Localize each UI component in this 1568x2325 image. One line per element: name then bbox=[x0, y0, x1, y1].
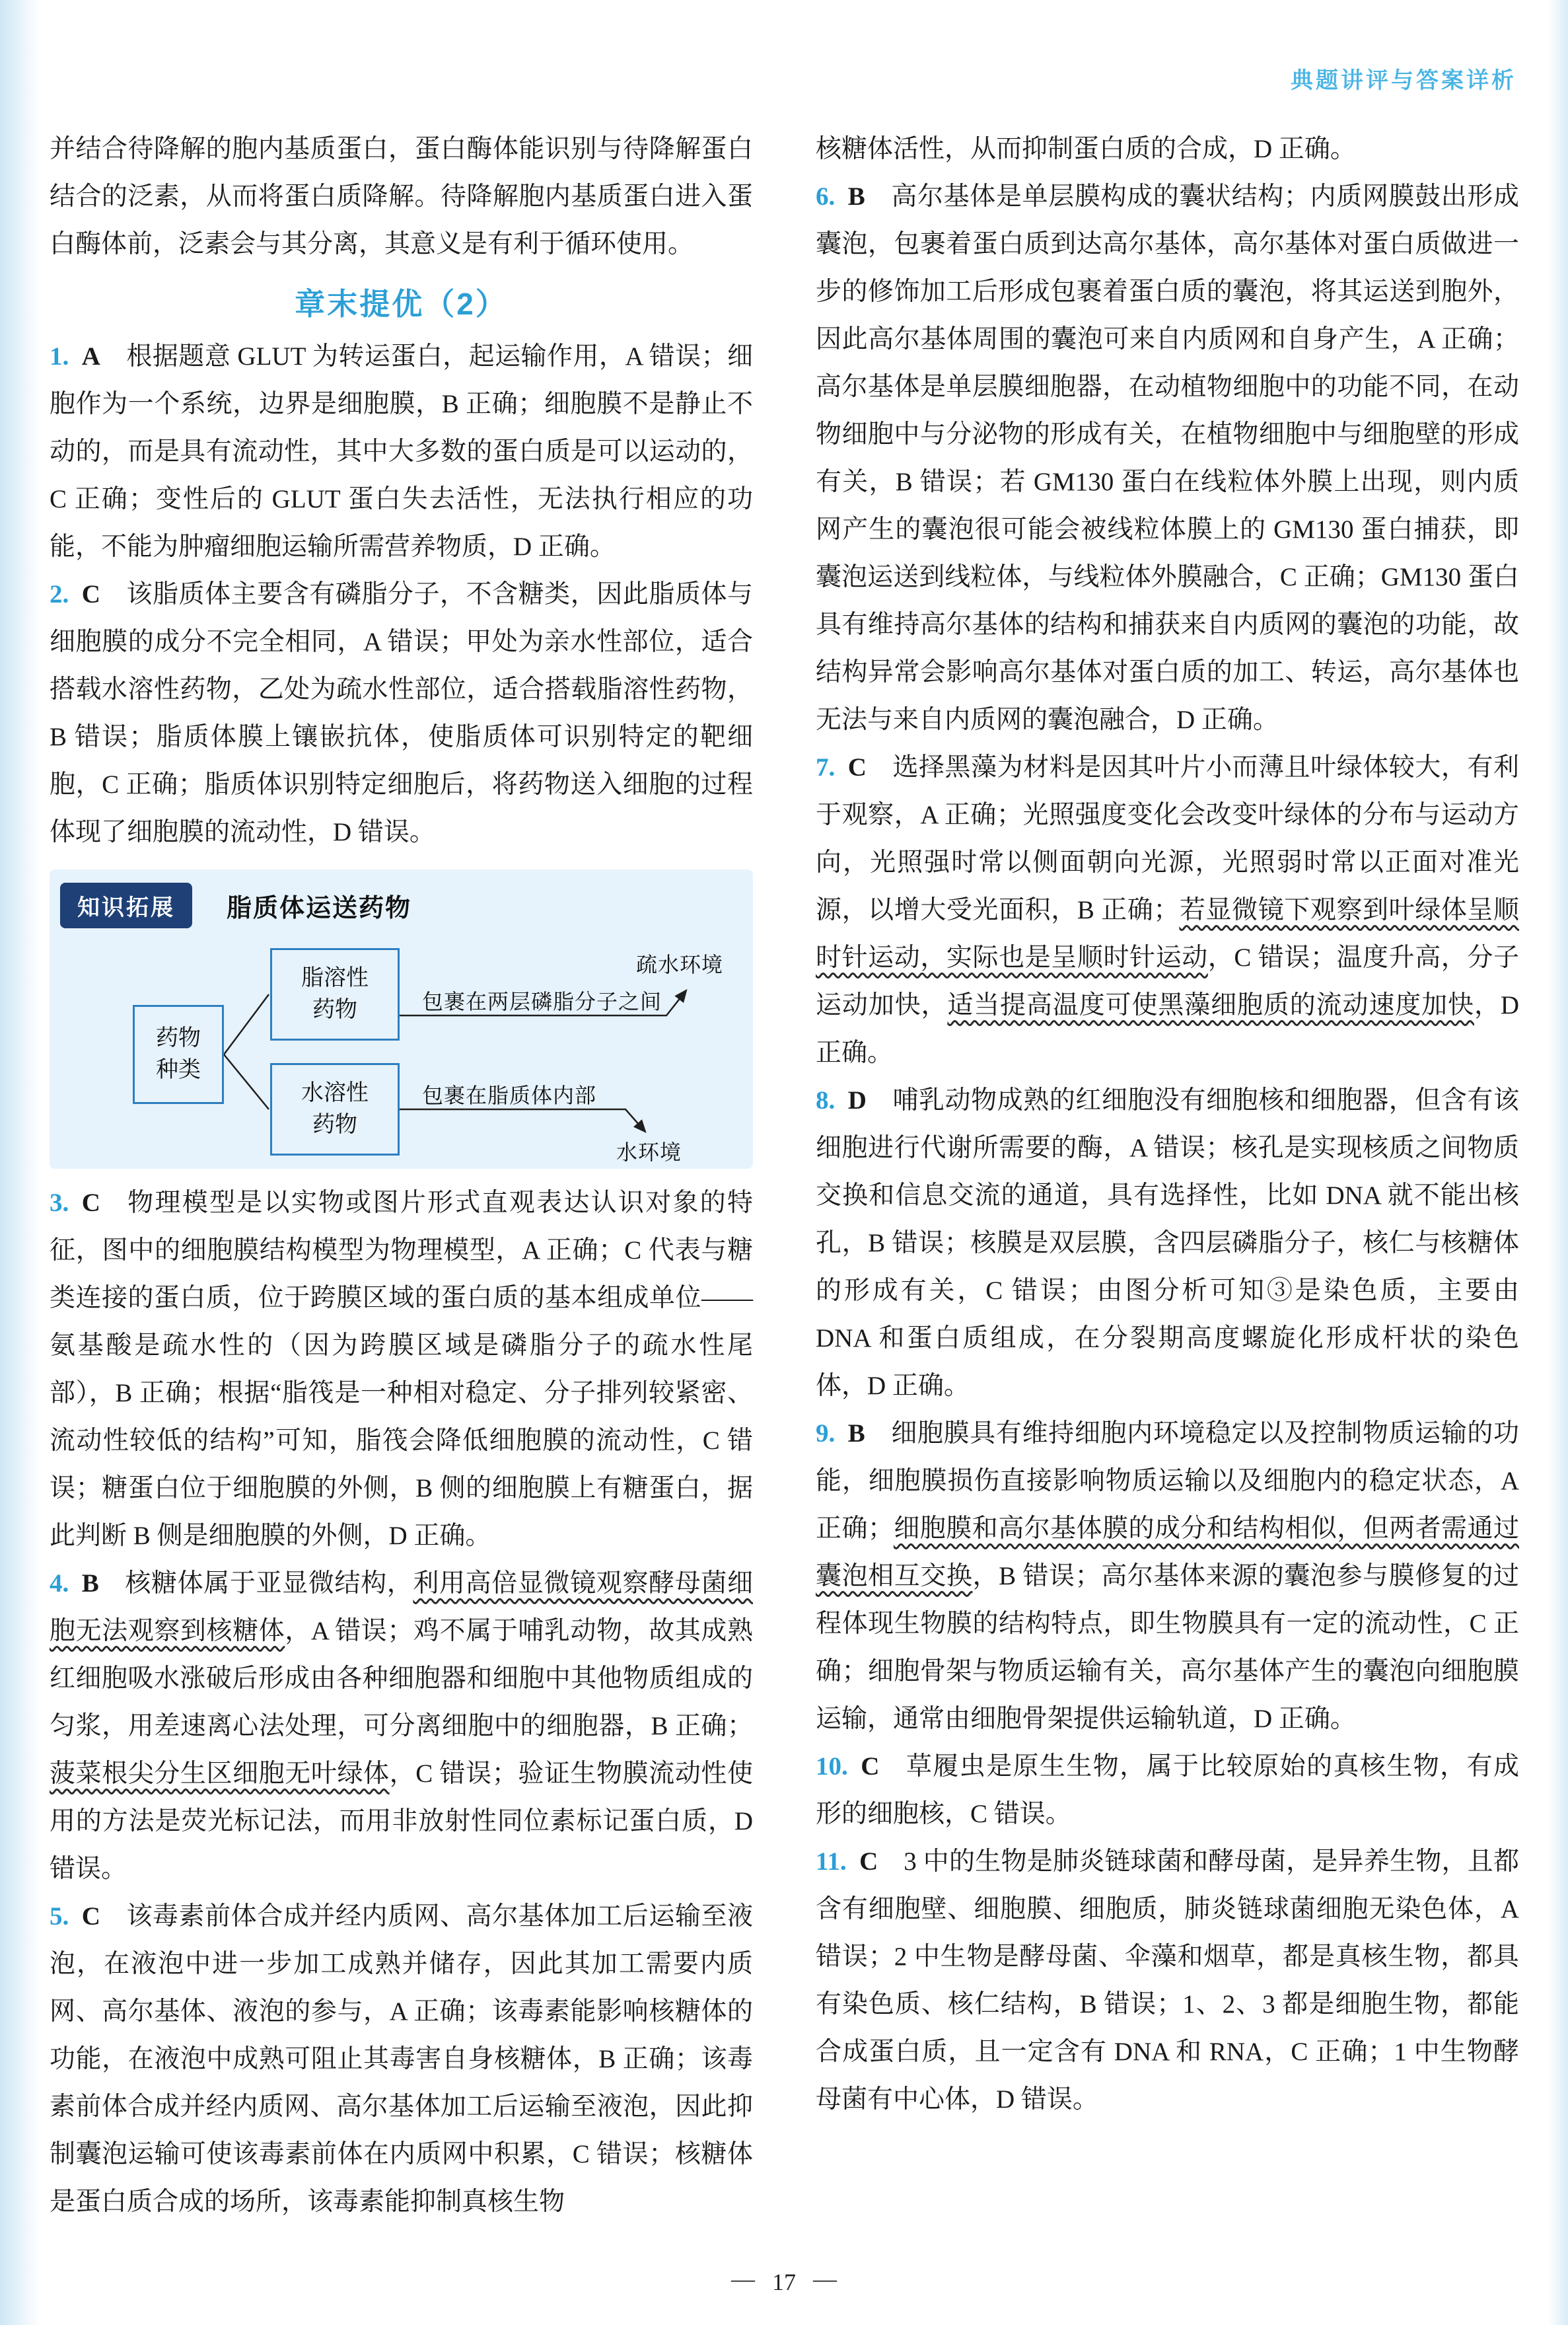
diagram-node-drug-type bbox=[133, 1005, 224, 1104]
answer-text: ，C 错误；验证生物膜流动性使用的方法是荧光标记法，而用非放射性同位素标记蛋白质，D 错误。 bbox=[50, 1759, 753, 1883]
answer-letter: B bbox=[81, 1569, 99, 1598]
diagram-node-water-soluble-label: 水溶性药物 bbox=[301, 1080, 369, 1137]
answers-group-3 bbox=[816, 173, 1519, 2123]
answer-text: 细胞膜具有维持细胞内环境稳定以及控制物质运输的功能，细胞膜损伤直接影响物质运输以及细胞内的稳定状态，A 正确； bbox=[816, 1419, 1519, 1543]
answer-item bbox=[816, 1743, 1519, 1838]
answer-item bbox=[816, 173, 1519, 744]
answer-letter: C bbox=[859, 1847, 878, 1876]
left-column bbox=[50, 126, 753, 2226]
answer-text: 核糖体属于亚显微结构， bbox=[124, 1569, 413, 1598]
liposome-diagram bbox=[60, 941, 742, 1164]
question-number: 1. bbox=[50, 342, 82, 371]
answer-letter: C bbox=[81, 1902, 100, 1931]
answer-item bbox=[50, 333, 753, 571]
answer-text: 选择黑藻为材料是因其叶片小而薄且叶绿体较大，有利于观察，A 正确；光照强度变化会改变叶绿体的分布与运动方向，光照强时常以侧面朝向光源，光照弱时常以正面对准光源，以增大受光面积，B 正确； bbox=[816, 753, 1519, 924]
page-edge-tint-right bbox=[1548, 0, 1568, 2325]
answer-item bbox=[50, 1893, 753, 2226]
answer-text: ，A 错误；鸡不属于哺乳动物，故其成熟红细胞吸水涨破后形成由各种细胞器和细胞中其他物质组成的匀浆，用差速离心法处理，可分离细胞中的细胞器，B 正确； bbox=[50, 1617, 753, 1740]
question-number: 8. bbox=[816, 1086, 848, 1115]
diagram-note-phospholipid-layer: 包裹在两层磷脂分子之间 bbox=[422, 990, 662, 1014]
answer-letter: A bbox=[81, 342, 100, 371]
answer-item bbox=[816, 1838, 1519, 2123]
question-number: 3. bbox=[50, 1189, 82, 1217]
connector-root-to-water bbox=[224, 1054, 269, 1109]
question-number: 7. bbox=[816, 753, 848, 782]
diagram-node-water-soluble bbox=[270, 1063, 400, 1156]
section-title: 章末提优（2） bbox=[295, 287, 508, 321]
page-edge-tint-left bbox=[0, 0, 40, 2325]
answer-letter: D bbox=[847, 1086, 867, 1115]
answer-item bbox=[50, 1179, 753, 1560]
knowledge-box-header bbox=[60, 883, 742, 928]
question-number: 9. bbox=[816, 1419, 848, 1448]
diagram-env-hydrophobic: 疏水环境 bbox=[636, 953, 724, 977]
answer-letter: C bbox=[847, 753, 867, 782]
answer-text: ，C 错误；温度升高，分子运动加快， bbox=[816, 943, 1519, 1019]
diagram-node-fat-soluble-label: 脂溶性药物 bbox=[301, 965, 369, 1022]
knowledge-label: 知识拓展 bbox=[60, 883, 192, 928]
diagram-node-drug-type-label: 药物种类 bbox=[156, 1025, 201, 1082]
page-number: 17 bbox=[772, 2269, 796, 2295]
continuation-paragraph: 核糖体活性，从而抑制蛋白质的合成，D 正确。 bbox=[816, 135, 1356, 163]
question-number: 11. bbox=[816, 1847, 860, 1876]
answer-letter: C bbox=[861, 1752, 880, 1781]
diagram-note-liposome-interior: 包裹在脂质体内部 bbox=[422, 1084, 597, 1107]
knowledge-title: 脂质体运送药物 bbox=[227, 895, 412, 922]
footer-dash-left: — bbox=[731, 2266, 755, 2292]
page-footer bbox=[0, 2268, 1568, 2296]
wavy-underline-text: 细胞膜和高尔基体膜的成分和结构相似，但两者需通过囊泡相互交换 bbox=[816, 1514, 1519, 1590]
diagram-env-water: 水环境 bbox=[616, 1140, 682, 1164]
wavy-underline-text: 若显微镜下观察到叶绿体呈顺时针运动，实际也是呈顺时针运动 bbox=[816, 896, 1519, 972]
answer-letter: B bbox=[847, 182, 865, 211]
content bbox=[50, 126, 1519, 2226]
arrow-to-water-icon bbox=[400, 1109, 645, 1132]
header-title: 典题讲评与答案详析 bbox=[1291, 68, 1516, 93]
question-number: 2. bbox=[50, 580, 82, 609]
question-number: 10. bbox=[816, 1752, 861, 1781]
answer-item bbox=[816, 744, 1519, 1077]
answer-text: ，D 正确。 bbox=[816, 991, 1519, 1067]
knowledge-box bbox=[50, 869, 753, 1169]
question-number: 4. bbox=[50, 1569, 82, 1598]
question-number: 6. bbox=[816, 182, 848, 211]
answer-item bbox=[816, 1410, 1519, 1743]
answer-text: 该脂质体主要含有磷脂分子，不含糖类，因此脂质体与细胞膜的成分不完全相同，A 错误；甲处为亲水性部位，适合搭载水溶性药物，乙处为疏水性部位，适合搭载脂溶性药物，B 错误；脂质体膜上镶嵌抗体，使脂质体可识别特定的靶细胞，C 正确；脂质体识别特定细胞后，将药物送入细胞的过程体现了细胞膜的流动性，D 错误。 bbox=[50, 580, 753, 846]
wavy-underline-text: 利用高倍显微镜观察酵母菌细胞无法观察到核糖体 bbox=[50, 1569, 753, 1645]
answer-text: 物理模型是以实物或图片形式直观表达认识对象的特征，图中的细胞膜结构模型为物理模型，A 正确；C 代表与糖类连接的蛋白质，位于跨膜区域的蛋白质的基本组成单位——氨基酸是疏水性的（因为跨膜区域是磷脂分子的疏水性尾部），B 正确；根据“脂筏是一种相对稳定、分子排列较紧密、流动性较低的结构”可知，脂筏会降低细胞膜的流动性，C 错误；糖蛋白位于细胞膜的外侧，B 侧的细胞膜上有糖蛋白，据此判断 B 侧是细胞膜的外侧，D 正确。 bbox=[50, 1189, 753, 1550]
answer-text: ，B 错误；高尔基体来源的囊泡参与膜修复的过程体现生物膜的结构特点，即生物膜具有一定的流动性，C 正确；细胞骨架与物质运输有关，高尔基体产生的囊泡向细胞膜运输，通常由细胞骨架提供运输轨道，D 正确。 bbox=[816, 1562, 1519, 1733]
footer-dash-right: — bbox=[813, 2266, 837, 2292]
answer-text: 草履虫是原生生物，属于比较原始的真核生物，有成形的细胞核，C 错误。 bbox=[816, 1752, 1519, 1828]
answer-text: 哺乳动物成熟的红细胞没有细胞核和细胞器，但含有该细胞进行代谢所需要的酶，A 错误；核孔是实现核质之间物质交换和信息交流的通道，具有选择性，比如 DNA 就不能出核孔，B 错误；核膜是双层膜，含四层磷脂分子，核仁与核糖体的形成有关，C 错误；由图分析可知③是染色质，主要由 DNA 和蛋白质组成，在分裂期高度螺旋化形成杆状的染色体，D 正确。 bbox=[816, 1086, 1519, 1400]
answer-letter: B bbox=[847, 1419, 865, 1448]
wavy-underline-text: 菠菜根尖分生区细胞无叶绿体 bbox=[50, 1759, 390, 1788]
question-number: 5. bbox=[50, 1902, 82, 1931]
answer-text: 3 中的生物是肺炎链球菌和酵母菌，是异养生物，且都含有细胞壁、细胞膜、细胞质，肺炎链球菌细胞无染色体，A 错误；2 中生物是酵母菌、伞藻和烟草，都是真核生物，都具有染色质、核仁结构，B 错误；1、2、3 都是细胞生物，都能合成蛋白质，且一定含有 DNA 和 RNA，C 正确；1 中生物酵母菌有中心体，D 错误。 bbox=[816, 1847, 1519, 2114]
answer-item bbox=[50, 571, 753, 856]
answers-group-1 bbox=[50, 333, 753, 856]
wavy-underline-text: 适当提高温度可使黑藻细胞质的流动速度加快 bbox=[947, 991, 1474, 1019]
answer-item bbox=[816, 1077, 1519, 1410]
right-column bbox=[816, 126, 1519, 2226]
answer-text: 该毒素前体合成并经内质网、高尔基体加工后运输至液泡，在液泡中进一步加工成熟并储存，因此其加工需要内质网、高尔基体、液泡的参与，A 正确；该毒素能影响核糖体的功能，在液泡中成熟可阻止其毒害自身核糖体，B 正确；该毒素前体合成并经内质网、高尔基体加工后运输至液泡，因此抑制囊泡运输可使该毒素前体在内质网中积累，C 错误；核糖体是蛋白质合成的场所，该毒素能抑制真核生物 bbox=[50, 1902, 753, 2216]
answers-group-2 bbox=[50, 1179, 753, 2226]
answer-letter: C bbox=[81, 1189, 100, 1217]
intro-paragraph: 并结合待降解的胞内基质蛋白，蛋白酶体能识别与待降解蛋白结合的泛素，从而将蛋白质降解。待降解胞内基质蛋白进入蛋白酶体前，泛素会与其分离，其意义是有利于循环使用。 bbox=[50, 135, 753, 258]
connector-root-to-fat bbox=[224, 994, 269, 1054]
answer-item bbox=[50, 1560, 753, 1893]
diagram-node-fat-soluble bbox=[270, 948, 400, 1041]
answer-text: 高尔基体是单层膜构成的囊状结构；内质网膜鼓出形成囊泡，包裹着蛋白质到达高尔基体，高尔基体对蛋白质做进一步的修饰加工后形成包裹着蛋白质的囊泡，将其运送到胞外，因此高尔基体周围的囊泡可来自内质网和自身产生，A 正确；高尔基体是单层膜细胞器，在动植物细胞中的功能不同，在动物细胞中与分泌物的形成有关，在植物细胞中与细胞壁的形成有关，B 错误；若 GM130 蛋白在线粒体外膜上出现，则内质网产生的囊泡很可能会被线粒体膜上的 GM130 蛋白捕获，即囊泡运送到线粒体，与线粒体外膜融合，C 正确；GM130 蛋白具有维持高尔基体的结构和捕获来自内质网的囊泡的功能，故结构异常会影响高尔基体对蛋白质的加工、转运，高尔基体也无法与来自内质网的囊泡融合，D 正确。 bbox=[816, 182, 1519, 734]
answer-letter: C bbox=[81, 580, 100, 609]
answer-text: 根据题意 GLUT 为转运蛋白，起运输作用，A 错误；细胞作为一个系统，边界是细胞膜，B 正确；细胞膜不是静止不动的，而是具有流动性，其中大多数的蛋白质是可以运动的，C 正确；变性后的 GLUT 蛋白失去活性，无法执行相应的功能，不能为肿瘤细胞运输所需营养物质，D 正确。 bbox=[50, 342, 753, 561]
